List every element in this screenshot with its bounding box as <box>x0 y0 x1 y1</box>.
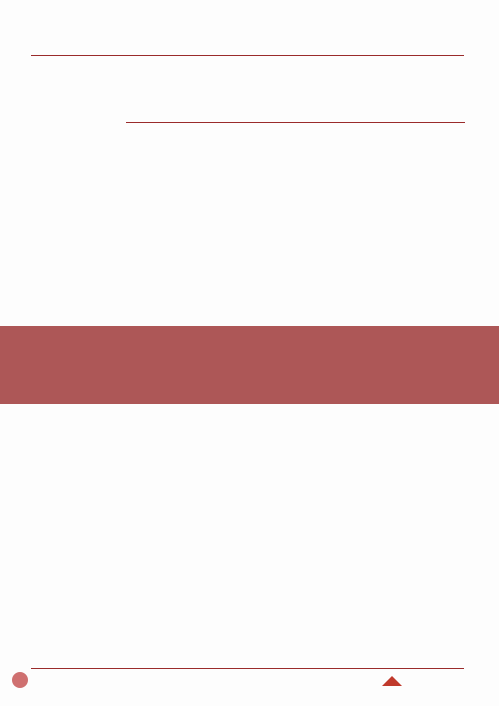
title-banner[interactable] <box>0 326 499 404</box>
footer-text <box>30 675 34 684</box>
footer-rule <box>31 668 464 669</box>
western-logo-icon <box>382 676 402 686</box>
toc-rule <box>126 122 465 123</box>
header-rule <box>31 55 464 56</box>
hibor-badge-icon <box>12 672 28 688</box>
